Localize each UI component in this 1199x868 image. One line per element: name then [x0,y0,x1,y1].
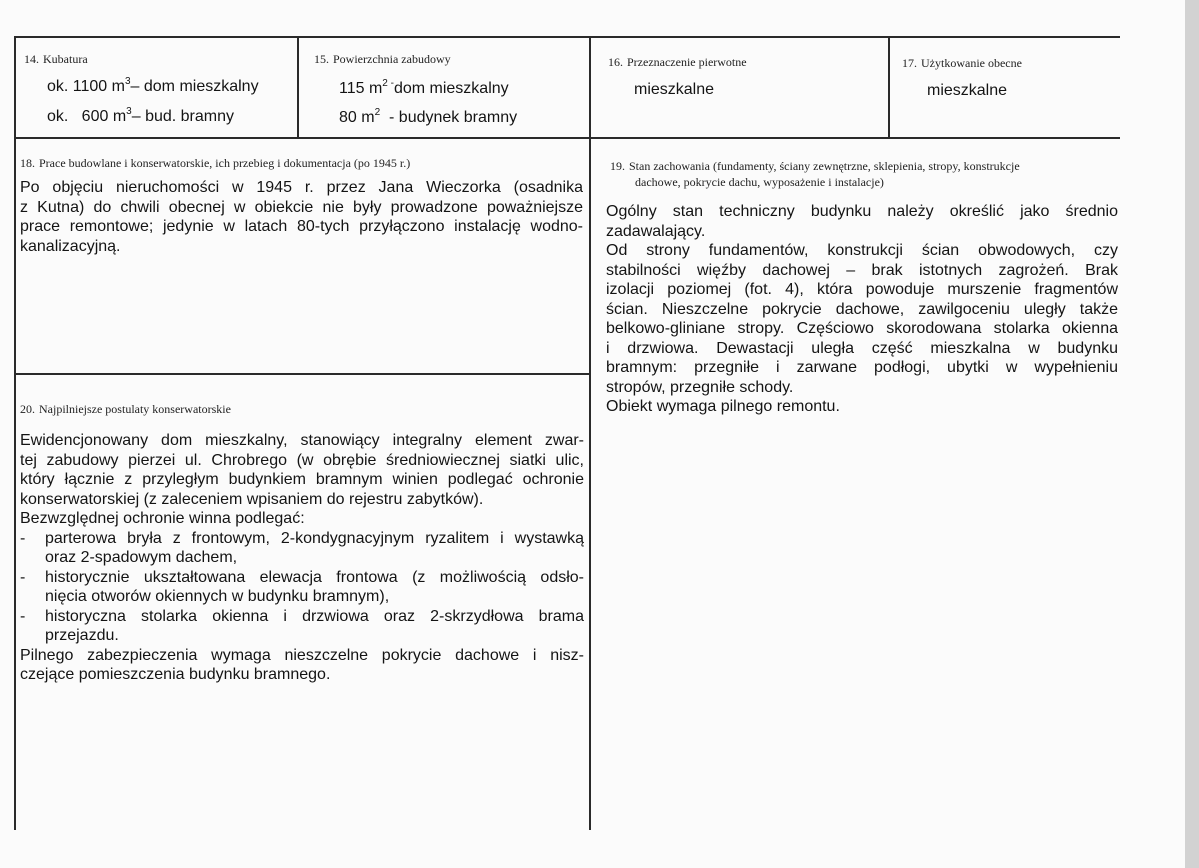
field-15-line-2-text: 80 m [339,109,375,126]
scan-edge [1185,0,1199,868]
bullet-text: oraz 2-spadowym dachem, [45,549,238,566]
bullet-text: historyczna stolarka okienna i drzwiowa oraz 2-skrzydłowa brama [45,607,584,625]
field-19-line: i drzwiowa. Dewastacji uległa część mieszkalna w budynku [606,339,1118,357]
field-15-title: Powierzchnia zabudowy [333,52,451,66]
field-16-number: 16. [608,55,623,69]
field-16-label [608,55,747,69]
bullet-dash: - [20,568,26,586]
field-19-label-cont: dachowe, pokrycie dachu, wyposażenie i instalacje) [635,175,884,189]
field-20-bullet-cont [20,626,584,646]
field-14-title: Kubatura [43,52,88,66]
field-20-number: 20. [20,402,35,416]
field-14-line-2-sup: 3 [126,105,132,117]
field-20-text [20,431,584,685]
field-19-line: stabilności więźby dachowej – brak istotnych zagrożeń. Brak [606,261,1118,279]
field-15-label [314,52,451,66]
field-18-number: 18. [20,156,35,170]
field-15-line-1-desc: dom mieszkalny [393,80,509,97]
field-14-number: 14. [24,52,39,66]
field-18-line: z Kutna) do chwili obecnej w obiekcie nie były prowadzone poważniejsze [20,198,583,216]
field-16-title: Przeznaczenie pierwotne [627,55,747,69]
field-19-line: belkowo-gliniane stropy. Częściowo skorodowana stolarka okienna [606,320,1118,337]
bullet-text: historycznie ukształtowana elewacja frontowa (z możliwością odsło- [45,568,584,586]
field-20-line: Ewidencjonowany dom mieszkalny, stanowiący integralny element zwar- [20,432,584,449]
field-17-value: mieszkalne [927,82,1008,99]
field-20-bullet-cont [20,548,584,568]
table-top-border [14,36,1120,38]
field-19-line: stropów, przegniłe schody. [606,378,794,396]
field-20-line: konserwatorskiej (z zaleceniem wpisaniem do rejestru zabytków). [20,490,484,508]
field-20-title: Najpilniejsze postulaty konserwatorskie [39,402,231,416]
field-20-label [20,402,231,416]
col-divider-14-15 [297,36,299,138]
field-14-line-1-desc: – dom mieszkalny [130,78,259,95]
field-20-bullet [20,607,584,627]
field-14-line-2-text: ok. 600 m [47,108,127,125]
field-14-line-1 [47,77,259,96]
field-20-line: Bezwzględnej ochronie winna podlegać: [20,510,305,527]
field-19-line: Od strony fundamentów, konstrukcji ścian obwodowych, czy [606,242,1118,259]
field-14-line-2-desc: – bud. bramny [131,108,234,125]
field-14-line-1-text: ok. 1100 m [47,78,125,95]
field-18-label [20,156,410,170]
field-19-line: Obiekt wymaga pilnego remontu. [606,398,840,415]
field-17-number: 17. [902,56,917,70]
field-20-line: Pilnego zabezpieczenia wymaga nieszczelne pokrycie dachowe i nisz- [20,646,584,664]
field-19-text [606,202,1118,417]
field-14-line-1-sup: 3 [124,75,131,87]
field-18-line: Po objęciu nieruchomości w 1945 r. przez Jana Wieczorka (osadnika [20,179,583,196]
col-divider-left [14,36,16,830]
field-15-number: 15. [314,52,329,66]
field-18-line: kanalizacyjną. [20,237,121,255]
field-15-line-1-text: 115 m [339,80,383,97]
field-18-line: prace remontowe; jedynie w latach 80-tych przyłączono instalację wodno- [20,218,583,235]
field-17-label [902,56,1022,70]
field-15-line-2-desc: - budynek bramny [380,109,518,126]
col-divider-16-17 [888,36,890,138]
field-20-bullet-cont [20,587,584,607]
bullet-text: parterowa bryła z frontowym, 2-kondygnacyjnym ryzalitem i wystawką [45,529,584,547]
row-divider-2 [14,373,590,375]
field-20-line: który łącznie z przyległym budynkiem bramnym winien podlegać ochronie [20,471,584,488]
field-20-bullet [20,529,584,549]
field-19-line: izolacji poziomej (fot. 4), która powoduje murszenie fragmentów [606,281,1118,298]
field-19-title-line-1: Stan zachowania (fundamenty, ściany zewnętrzne, sklepienia, stropy, konstrukcje [629,159,1020,173]
field-19-line: ścian. Nieszczelne pokrycie dachowe, zawilgoceniu uległy także [606,300,1118,318]
field-19-line: bramnym: przegniłe i zarwane podłogi, ubytki w wypełnieniu [606,359,1118,376]
field-14-label [24,52,88,66]
row-divider-1 [14,137,1120,139]
bullet-dash: - [20,607,26,625]
bullet-text: nięcia otworów okiennych w budynku bramnym), [45,588,390,605]
field-19-number: 19. [610,159,625,173]
field-18-title: Prace budowlane i konserwatorskie, ich przebieg i dokumentacja (po 1945 r.) [39,156,411,170]
field-14-line-2 [47,107,234,126]
field-17-title: Użytkowanie obecne [921,56,1022,70]
field-19-line: Ogólny stan techniczny budynku należy określić jako średnio [606,203,1118,220]
field-20-line: tej zabudowy pierzei ul. Chrobrego (w obrębie średniowiecznej siatki ulic, [20,451,584,469]
field-15-line-2 [339,108,517,127]
bullet-dash: - [20,529,26,547]
field-19-label [610,159,1020,173]
field-15-line-1 [339,79,509,98]
field-15-line-1-sup: 2 - [382,77,394,89]
field-19-line: zadawalający. [606,222,706,240]
field-18-text [20,178,583,256]
bullet-text: przejazdu. [45,627,119,644]
field-16-value: mieszkalne [634,81,715,98]
field-20-line: czejące pomieszczenia budynku bramnego. [20,666,331,683]
field-15-line-2-sup: 2 [374,106,381,118]
field-20-bullet [20,568,584,588]
col-divider-main [589,36,591,830]
